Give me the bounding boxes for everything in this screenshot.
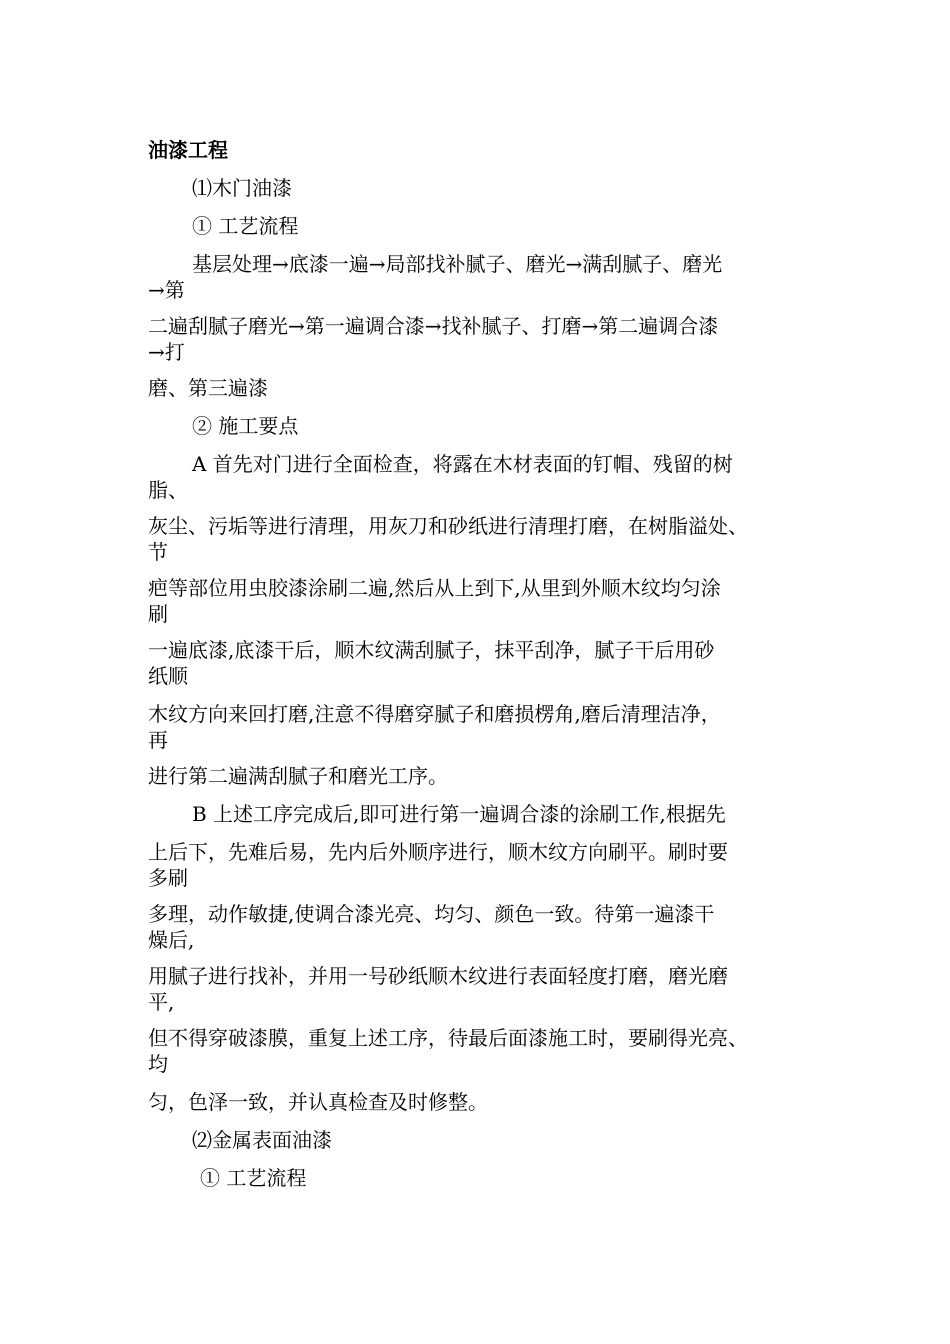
paragraph-line: 脂、 — [148, 478, 188, 502]
paragraph-line: 木纹方向来回打磨,注意不得磨穿腻子和磨损楞角,磨后清理洁净， — [148, 702, 721, 726]
paragraph-line: 节 — [148, 540, 168, 564]
paragraph-line: B 上述工序完成后,即可进行第一遍调合漆的涂刷工作,根据先 — [192, 802, 726, 826]
document-title: 油漆工程 — [148, 138, 228, 162]
paragraph-line: 基层处理→底漆一遍→局部找补腻子、磨光→满刮腻子、磨光 — [192, 252, 723, 276]
paragraph-line: 二遍刮腻子磨光→第一遍调合漆→找补腻子、打磨→第二遍调合漆 — [148, 314, 719, 338]
paragraph-line: 但不得穿破漆膜，重复上述工序，待最后面漆施工时，要刷得光亮、 — [148, 1026, 748, 1050]
paragraph-line: 疤等部位用虫胶漆涂刷二遍,然后从上到下,从里到外顺木纹均匀涂 — [148, 576, 721, 600]
paragraph-line: 进行第二遍满刮腻子和磨光工序。 — [148, 764, 448, 788]
section-heading-wood-door: ⑴木门油漆 — [192, 176, 292, 200]
paragraph-line: A 首先对门进行全面检查，将露在木材表面的钉帽、残留的树 — [192, 452, 733, 476]
paragraph-line: 灰尘、污垢等进行清理，用灰刀和砂纸进行清理打磨，在树脂溢处、 — [148, 514, 748, 538]
paragraph-line: 一遍底漆,底漆干后，顺木纹满刮腻子，抹平刮净，腻子干后用砂 — [148, 638, 715, 662]
paragraph-line: 纸顺 — [148, 664, 188, 688]
paragraph-line: 匀，色泽一致，并认真检查及时修整。 — [148, 1090, 488, 1114]
paragraph-line: →打 — [148, 340, 185, 364]
paragraph-line: 再 — [148, 728, 168, 752]
paragraph-line: 多理，动作敏捷,使调合漆光亮、均匀、颜色一致。待第一遍漆干 — [148, 902, 715, 926]
paragraph-line: →第 — [148, 278, 185, 302]
paragraph-line: 多刷 — [148, 866, 188, 890]
paragraph-line: 均 — [148, 1052, 168, 1076]
paragraph-line: 燥后, — [148, 928, 195, 952]
section-heading-metal-surface: ⑵金属表面油漆 — [192, 1128, 332, 1152]
paragraph-line: 磨、第三遍漆 — [148, 376, 268, 400]
paragraph-line: 刷 — [148, 602, 168, 626]
paragraph-line: 平, — [148, 990, 175, 1014]
paragraph-line: 用腻子进行找补，并用一号砂纸顺木纹进行表面轻度打磨，磨光磨 — [148, 964, 728, 988]
subsection-heading-process: ① 工艺流程 — [192, 214, 299, 238]
paragraph-line: 上后下，先难后易，先内后外顺序进行，顺木纹方向刷平。刷时要 — [148, 840, 728, 864]
subsection-heading-process: ① 工艺流程 — [200, 1166, 307, 1190]
subsection-heading-key-points: ② 施工要点 — [192, 414, 299, 438]
